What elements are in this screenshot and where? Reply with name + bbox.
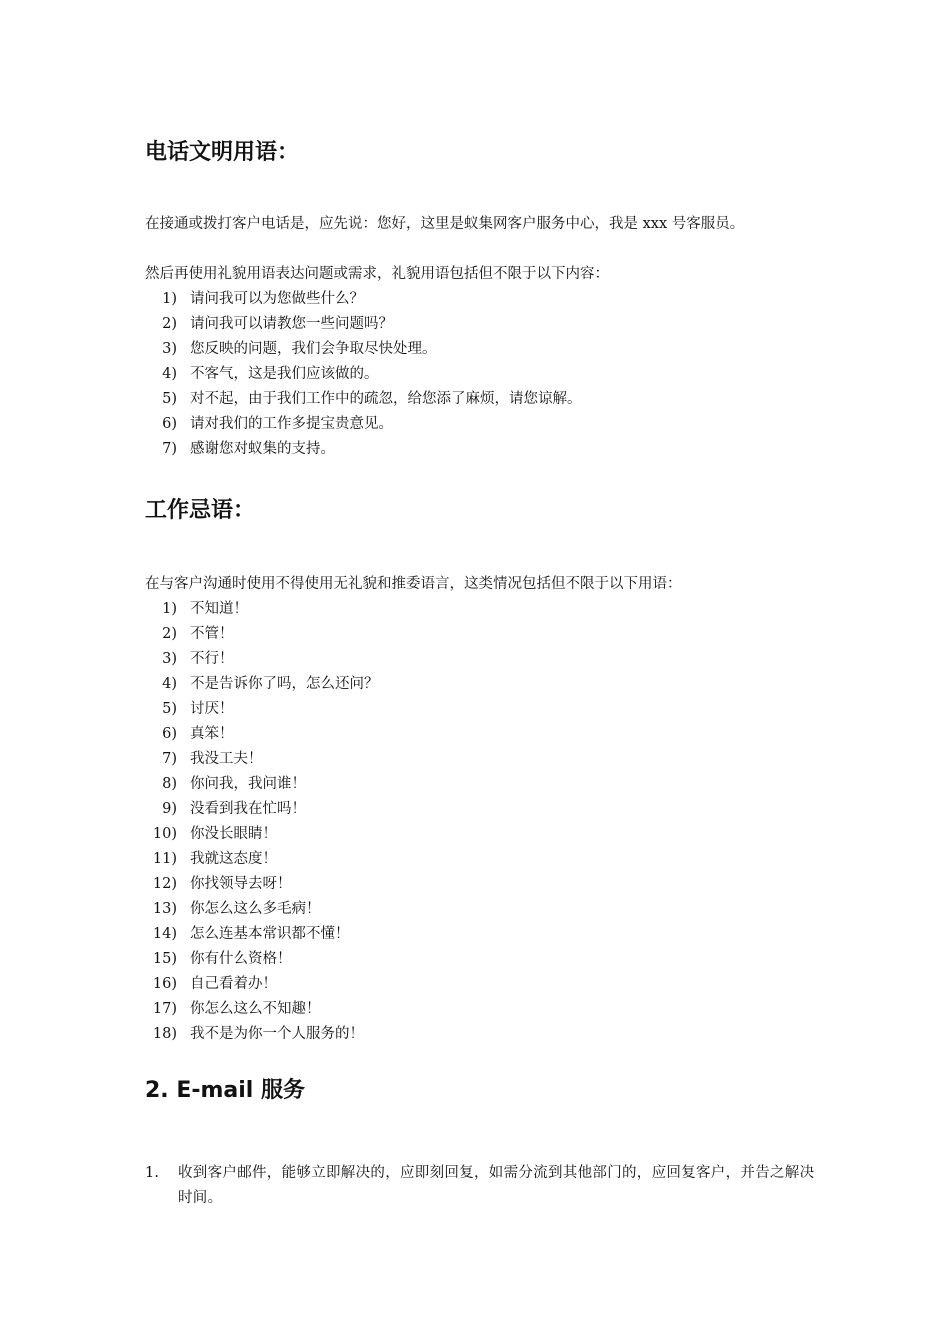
taboo-intro-paragraph: 在与客户沟通时使用不得使用无礼貌和推委语言，这类情况包括但不限于以下用语： xyxy=(145,576,682,592)
list-number: 15) xyxy=(152,951,177,967)
list-item xyxy=(145,997,379,1022)
email-list-item xyxy=(145,1161,825,1211)
list-number: 18) xyxy=(152,1026,177,1042)
list-item xyxy=(145,922,379,947)
list-item xyxy=(145,1022,379,1047)
list-number: 5) xyxy=(162,391,177,407)
list-text: 请对我们的工作多提宝贵意见。 xyxy=(190,416,393,432)
list-item xyxy=(145,672,379,697)
list-text: 您反映的问题，我们会争取尽快处理。 xyxy=(190,341,437,357)
list-number: 10) xyxy=(152,826,177,842)
list-item xyxy=(145,622,379,647)
list-item xyxy=(145,362,582,387)
list-text: 不是告诉你了吗，怎么还问？ xyxy=(190,676,379,692)
list-item xyxy=(145,337,582,362)
list-text: 不客气，这是我们应该做的。 xyxy=(190,366,379,382)
list-text: 请问我可以请教您一些问题吗？ xyxy=(190,316,393,332)
list-number: 7) xyxy=(162,441,177,457)
list-text: 对不起，由于我们工作中的疏忽，给您添了麻烦，请您谅解。 xyxy=(190,391,582,407)
list-text: 不知道！ xyxy=(190,601,248,617)
list-number: 4) xyxy=(162,366,177,382)
list-number: 1. xyxy=(145,1165,159,1181)
list-item xyxy=(145,772,379,797)
list-item xyxy=(145,797,379,822)
list-text: 你问我，我问谁！ xyxy=(190,776,306,792)
list-number: 6) xyxy=(162,416,177,432)
list-item xyxy=(145,697,379,722)
phone-intro-paragraph: 在接通或拨打客户电话是，应先说：您好，这里是蚁集网客户服务中心，我是 xxx 号客服员。 xyxy=(145,216,745,232)
list-text: 你找领导去呀！ xyxy=(190,876,292,892)
list-number: 1) xyxy=(162,291,177,307)
list-text: 感谢您对蚁集的支持。 xyxy=(190,441,335,457)
list-item xyxy=(145,387,582,412)
list-number: 2) xyxy=(162,316,177,332)
list-number: 3) xyxy=(162,341,177,357)
list-text: 我就这态度！ xyxy=(190,851,277,867)
list-number: 4) xyxy=(162,676,177,692)
list-number: 2) xyxy=(162,626,177,642)
list-item xyxy=(145,722,379,747)
list-number: 12) xyxy=(152,876,177,892)
list-text: 不行！ xyxy=(190,651,234,667)
list-item xyxy=(145,312,582,337)
list-item xyxy=(145,287,582,312)
list-text: 我没工夫！ xyxy=(190,751,263,767)
list-item xyxy=(145,972,379,997)
list-item xyxy=(145,597,379,622)
list-item xyxy=(145,822,379,847)
phone-etiquette-heading: 电话文明用语： xyxy=(145,140,300,165)
list-item xyxy=(145,847,379,872)
list-text: 怎么连基本常识都不懂！ xyxy=(190,926,350,942)
list-text: 讨厌！ xyxy=(190,701,234,717)
taboo-phrase-list xyxy=(145,597,379,1047)
polite-phrase-list xyxy=(145,287,582,462)
list-number: 7) xyxy=(162,751,177,767)
list-text: 不管！ xyxy=(190,626,234,642)
list-item xyxy=(145,437,582,462)
list-number: 9) xyxy=(162,801,177,817)
list-text: 真笨！ xyxy=(190,726,234,742)
list-number: 11) xyxy=(152,851,177,867)
list-number: 5) xyxy=(162,701,177,717)
list-number: 16) xyxy=(152,976,177,992)
list-item xyxy=(145,747,379,772)
list-text: 你怎么这么不知趣！ xyxy=(190,1001,321,1017)
list-text: 你怎么这么多毛病！ xyxy=(190,901,321,917)
list-text: 你有什么资格！ xyxy=(190,951,292,967)
list-number: 8) xyxy=(162,776,177,792)
list-text: 没看到我在忙吗！ xyxy=(190,801,306,817)
list-text: 自己看着办！ xyxy=(190,976,277,992)
list-number: 14) xyxy=(152,926,177,942)
list-number: 1) xyxy=(162,601,177,617)
list-text: 收到客户邮件，能够立即解决的，应即刻回复，如需分流到其他部门的，应回复客户，并告之解决时间。 xyxy=(178,1165,815,1206)
list-text: 我不是为你一个人服务的！ xyxy=(190,1026,364,1042)
phone-polite-intro: 然后再使用礼貌用语表达问题或需求，礼貌用语包括但不限于以下内容： xyxy=(145,266,609,282)
list-number: 17) xyxy=(152,1001,177,1017)
list-item xyxy=(145,947,379,972)
list-number: 6) xyxy=(162,726,177,742)
list-number: 13) xyxy=(152,901,177,917)
list-text: 你没长眼睛！ xyxy=(190,826,277,842)
list-item xyxy=(145,647,379,672)
list-number: 3) xyxy=(162,651,177,667)
taboo-phrases-heading: 工作忌语： xyxy=(145,498,256,523)
list-item xyxy=(145,872,379,897)
list-text: 请问我可以为您做些什么？ xyxy=(190,291,364,307)
list-item xyxy=(145,412,582,437)
list-item xyxy=(145,897,379,922)
email-service-heading: 2. E-mail 服务 xyxy=(145,1078,305,1103)
